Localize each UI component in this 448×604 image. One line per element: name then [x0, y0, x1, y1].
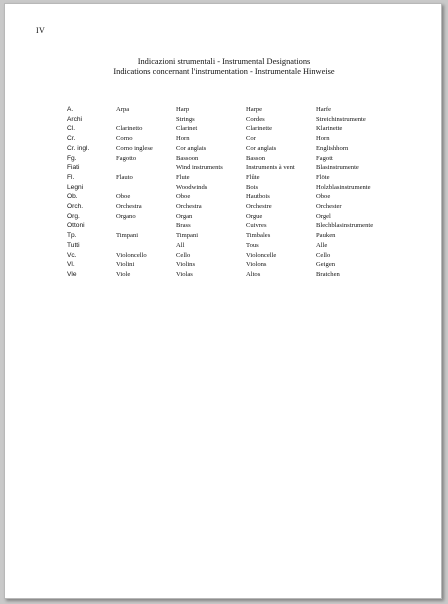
abbreviation-cell: Cr. [67, 135, 76, 143]
english-name-cell: Orchestra [176, 203, 202, 211]
page-number: IV [36, 26, 46, 35]
german-name-cell: Horn [316, 135, 330, 143]
abbreviation-cell: A. [67, 106, 74, 113]
table-row [67, 183, 396, 193]
german-name-cell: Klarinette [316, 125, 343, 133]
english-name-cell: Violins [176, 261, 196, 269]
german-name-cell: Bratchen [316, 270, 340, 278]
italian-name-cell: Flauto [116, 173, 133, 181]
english-name-cell: Timpani [176, 232, 199, 240]
italian-name-cell [116, 221, 176, 231]
table-row [67, 260, 396, 270]
abbreviation-cell: Org. [67, 212, 80, 220]
abbreviation-cell: Tp. [67, 232, 77, 240]
german-name-cell: Geigen [316, 261, 336, 269]
abbreviation-cell: Orch. [67, 203, 84, 211]
french-name-cell: Basson [246, 154, 266, 162]
french-name-cell: Violoncelle [246, 251, 277, 259]
english-name-cell: Woodwinds [176, 183, 208, 191]
german-name-cell: Fagott [316, 154, 333, 162]
german-name-cell: Oboe [316, 193, 331, 201]
abbreviation-cell: Cl. [67, 125, 76, 133]
english-name-cell: Brass [176, 222, 191, 230]
french-name-cell: Bois [246, 183, 259, 191]
italian-name-cell: Corno [116, 135, 133, 143]
english-name-cell: Wind instruments [176, 164, 223, 172]
french-name-cell: Harpe [246, 106, 263, 113]
italian-name-cell [116, 163, 176, 173]
french-name-cell: Altos [246, 270, 261, 278]
english-name-cell: Horn [176, 135, 190, 143]
instrument-designations-table [67, 105, 396, 280]
german-name-cell: Blechblasinstrumente [316, 222, 374, 230]
english-name-cell: Cello [176, 251, 191, 259]
italian-name-cell [116, 241, 176, 251]
french-name-cell: Clarinette [246, 125, 272, 133]
abbreviation-cell: Vle [67, 270, 77, 278]
italian-name-cell: Oboe [116, 193, 131, 201]
abbreviation-cell: Legni [67, 183, 84, 191]
table-row [67, 144, 396, 154]
french-name-cell: Timbales [246, 232, 271, 240]
table-row [67, 192, 396, 202]
french-name-cell: Hautbois [246, 193, 270, 201]
italian-name-cell: Violini [116, 261, 135, 269]
table-row [67, 241, 396, 251]
english-name-cell: All [176, 241, 185, 249]
table-row [67, 124, 396, 134]
french-name-cell: Orchestre [246, 203, 272, 211]
italian-name-cell: Corno inglese [116, 144, 153, 152]
german-name-cell: Pauken [316, 232, 336, 240]
english-name-cell: Violas [176, 270, 193, 278]
english-name-cell: Strings [176, 115, 195, 123]
italian-name-cell: Organo [116, 212, 136, 220]
french-name-cell: Instruments à vent [246, 164, 295, 172]
abbreviation-cell: Vl. [67, 261, 75, 269]
table-row [67, 270, 396, 280]
german-name-cell: Englishhorn [316, 144, 349, 152]
abbreviation-cell: Ottoni [67, 222, 85, 230]
italian-name-cell [116, 115, 176, 125]
abbreviation-cell: Fg. [67, 154, 77, 162]
italian-name-cell: Viole [116, 270, 131, 278]
english-name-cell: Bassoon [176, 154, 199, 162]
german-name-cell: Cello [316, 251, 331, 259]
french-name-cell: Flûte [246, 173, 260, 181]
german-name-cell: Orgel [316, 212, 331, 220]
table-row [67, 251, 396, 261]
table-row [67, 163, 396, 173]
table-row [67, 231, 396, 241]
abbreviation-cell: Ob. [67, 193, 78, 201]
german-name-cell: Blasinstrumente [316, 164, 359, 172]
french-name-cell: Tous [246, 241, 259, 249]
italian-name-cell: Fagotto [116, 154, 137, 162]
italian-name-cell: Clarinetto [116, 125, 143, 133]
french-name-cell: Cuivres [246, 222, 267, 230]
french-name-cell: Cor [246, 135, 256, 143]
german-name-cell: Alle [316, 241, 328, 249]
abbreviation-cell: Tutti [67, 241, 80, 249]
document-page [4, 3, 442, 599]
german-name-cell: Streichinstrumente [316, 115, 366, 123]
english-name-cell: Organ [176, 212, 193, 220]
italian-name-cell: Orchestra [116, 203, 142, 211]
table-row [67, 202, 396, 212]
german-name-cell: Holzblasinstrumente [316, 183, 371, 191]
italian-name-cell: Timpani [116, 232, 139, 240]
french-name-cell: Cor anglais [246, 144, 277, 152]
table-row [67, 134, 396, 144]
table-row [67, 154, 396, 164]
table-row [67, 105, 396, 115]
table-row [67, 173, 396, 183]
abbreviation-cell: Cr. ingl. [67, 144, 90, 152]
title-line-2: Indications concernant l'instrumentation - Instrumentale Hinweise [113, 67, 335, 76]
abbreviation-cell: Archi [67, 115, 83, 123]
italian-name-cell: Violoncello [116, 251, 147, 259]
italian-name-cell: Arpa [116, 106, 130, 113]
german-name-cell: Orchester [316, 203, 342, 211]
abbreviation-cell: Vc. [67, 251, 77, 259]
page-heading [5, 57, 443, 77]
german-name-cell: Harfe [316, 106, 332, 113]
french-name-cell: Cordes [246, 115, 265, 123]
english-name-cell: Flute [176, 173, 190, 181]
table-row [67, 221, 396, 231]
abbreviation-cell: Fl. [67, 173, 75, 181]
french-name-cell: Violons [246, 261, 267, 269]
title-line-1: Indicazioni strumentali - Instrumental Designations [137, 57, 311, 66]
german-name-cell: Flöte [316, 173, 330, 181]
abbreviation-cell: Fiati [67, 164, 80, 172]
italian-name-cell [116, 183, 176, 193]
english-name-cell: Oboe [176, 193, 191, 201]
table-row [67, 115, 396, 125]
table-row [67, 212, 396, 222]
french-name-cell: Orgue [246, 212, 263, 220]
english-name-cell: Clarinet [176, 125, 198, 133]
english-name-cell: Harp [176, 106, 190, 113]
english-name-cell: Cor anglais [176, 144, 207, 152]
